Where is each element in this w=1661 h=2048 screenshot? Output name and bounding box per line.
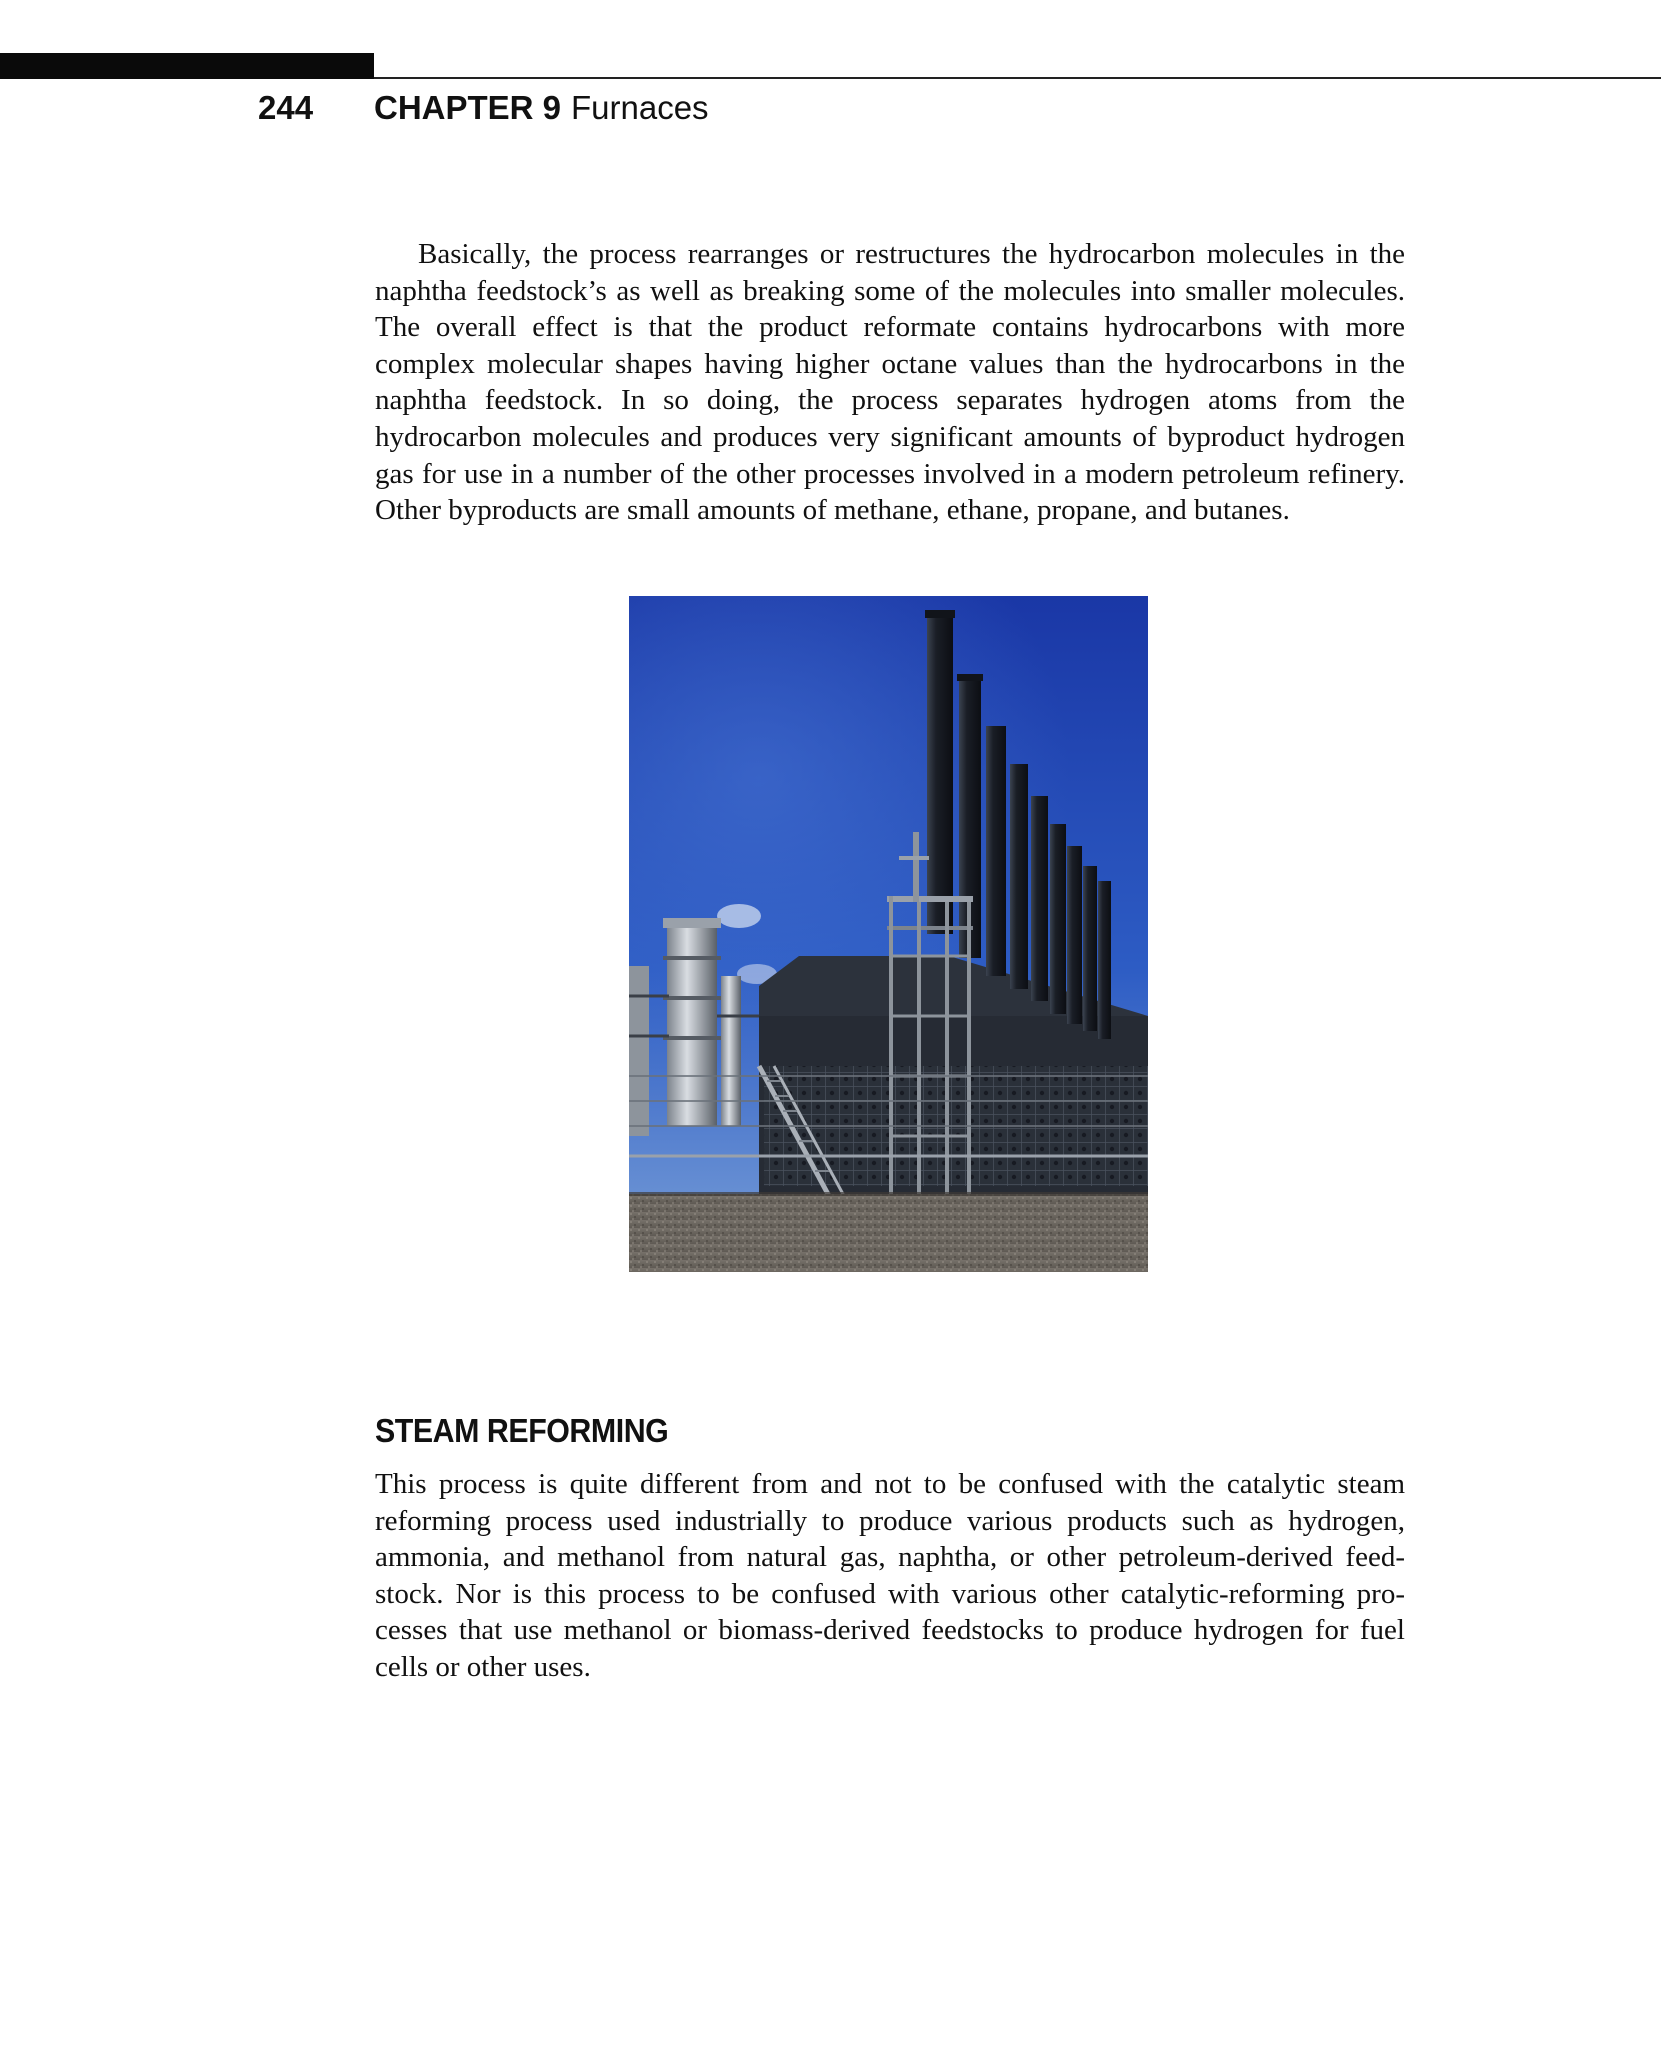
page-number: 244 xyxy=(258,89,314,126)
header-rule xyxy=(374,77,1661,79)
paragraph-steam-reforming: This process is quite different from and not to be confused with the catalytic steam reforming process used industrially to produce various products such as hydrogen, ammonia, and methanol from natural gas, naphtha, or other petroleum-derived feedstock. Nor is this process to be confused with various other catalytic-reforming processes that use methanol or biomass-derived feedstocks to produce hydrogen for fuel cells or other uses. xyxy=(375,1468,1405,1683)
section-heading-steam-reforming: STEAM REFORMING xyxy=(375,1412,669,1449)
paragraph-catalytic-reforming: Basically, the process rearranges or restructures the hydrocarbon molecules in the naphtha feedstock’s as well as breaking some of the molecules into smaller molecules. The overall effect is that the product reformate contains hydrocarbons with more complex molecular shapes having higher octane values than the hydrocarbons in the naphtha feedstock. In so doing, the process separates hydrogen atoms from the hydrocarbon molecules and produces very significant amounts of byproduct hydrogen gas for use in a number of the other processes involved in a modern petroleum refinery. Other byproducts are small amounts of methane, ethane, propane, and butanes. xyxy=(375,238,1405,527)
chapter-label: CHAPTER 9 xyxy=(374,89,562,126)
header-black-bar xyxy=(0,53,374,79)
chapter-title: Furnaces xyxy=(571,89,709,126)
refinery-furnace-photo xyxy=(629,596,1148,1272)
